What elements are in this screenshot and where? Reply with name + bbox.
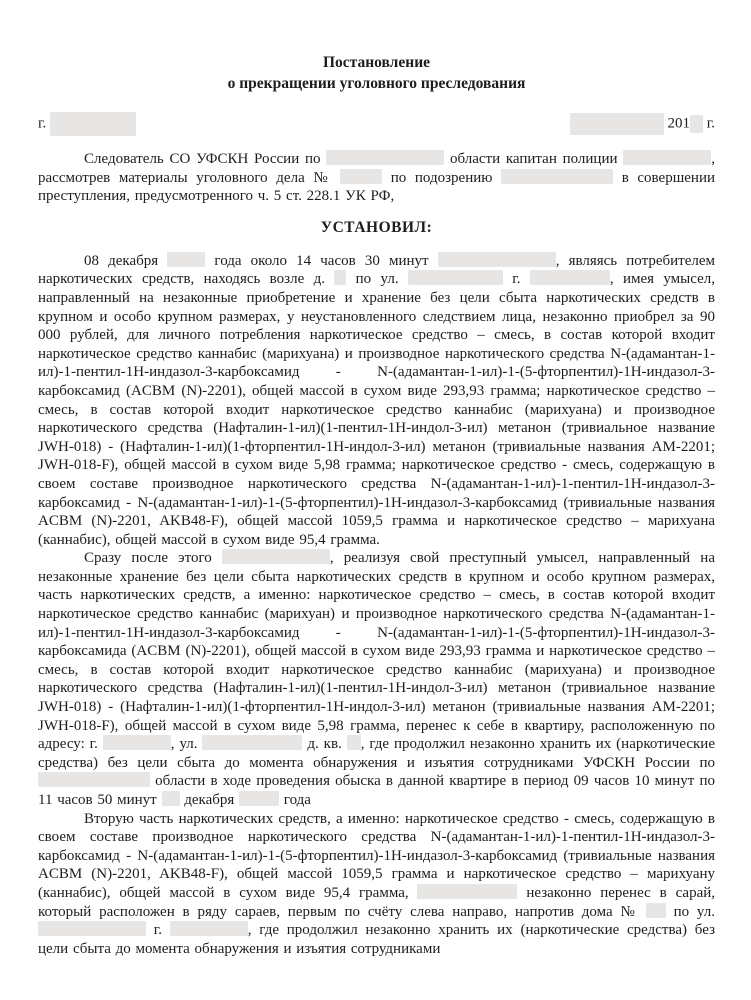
established-heading: УСТАНОВИЛ:: [320, 218, 433, 236]
redaction-box: [103, 735, 171, 750]
redaction-box: [340, 169, 382, 184]
redaction-box: [50, 112, 136, 136]
redaction-box: [326, 150, 444, 165]
redaction-box: [646, 903, 666, 918]
document-title: [38, 52, 715, 94]
redaction-box: [623, 150, 711, 165]
redaction-box: [690, 115, 703, 133]
paragraph-facts-acquisition: 08 декабря года около 14 часов 30 минут , являясь потребителем наркотических средств, находясь возле д. по ул. г. , имея умысел, направленный на незаконные приобретение и хранение без цели сбыта наркотических средств в крупном и особо крупном размерах, у неустановленного следствием лица, незаконно приобрел за 90 000 рублей, для личного потребления наркотическое средство – смесь, в состав которой входит наркотическое средство каннабис (марихуана) и производное наркотического средства N-(адамантан-1-ил)-1-пентил-1Н-индазол-3-карбоксамид - N-(адамантан-1-ил)-1-(5-фторпентил)-1Н-индазол-3-карбоксамид (ACBM (N)-2201), общей массой в сухом виде 293,93 грамма; наркотическое средство – смесь, в состав которой входит наркотическое средство каннабис (марихуана) и производное наркотического средства (Нафталин-1-ил)(1-пентил-1Н-индол-3-ил) метанон (тривиальное название JWH-018) - (Нафталин-1-ил)(1-фторпентил-1Н-индол-3-ил) метанон (тривиальные названия AM-2201; JWH-018-F), общей массой в сухом виде 5,98 грамма; наркотическое средство - смесь, содержащую в своем составе производное наркотического средства N-(адамантан-1-ил)-1-пентил-1Н-индазол-3-карбоксамид - N-(адамантан-1-ил)-1-(5-фторпентил)-1Н-индазол-3-карбоксамид (тривиальные названия ACBM (N)-2201, AKB48-F), общей массой 1059,5 грамма и наркотическое средство – марихуана (каннабис), общей массой в сухом виде 95,4 грамма.: [38, 252, 715, 548]
redaction-box: [222, 549, 330, 564]
place-and-date-line: [38, 111, 715, 137]
title-line-2: о прекращении уголовного преследования: [227, 75, 526, 92]
place-field: г.: [38, 112, 136, 136]
redaction-box: [530, 270, 610, 285]
title-line-1: Постановление: [322, 54, 431, 71]
redaction-box: [570, 113, 664, 135]
date-field: 201 г.: [570, 113, 715, 135]
redaction-box: [334, 270, 346, 285]
redaction-box: [167, 252, 205, 267]
redaction-box: [162, 791, 180, 806]
redaction-box: [202, 735, 302, 750]
redaction-box: [417, 884, 517, 899]
redaction-box: [38, 772, 150, 787]
investigator-intro-paragraph: Следователь СО УФСКН России по области капитан полиции , рассмотрев материалы уголовного дела № по подозрению в совершении преступления, предусмотренного ч. 5 ст. 228.1 УК РФ,: [38, 151, 716, 205]
redaction-box: [239, 791, 279, 806]
redaction-box: [170, 921, 248, 936]
paragraph-facts-shed-storage: Вторую часть наркотических средств, а именно: наркотическое средство - смесь, содержащую в своем составе производное наркотического средства N-(адамантан-1-ил)-1-пентил-1Н-индазол-3-карбоксамид - N-(адамантан-1-ил)-1-(5-фторпентил)-1Н-индазол-3-карбоксамид (тривиальные названия ACBM (N)-2201, AKB48-F), общей массой 1059,5 грамма и наркотическое средство – марихуану (каннабис), общей массой в сухом виде 95,4 грамма, незаконно перенес в сарай, который расположен в ряду сараев, первым по счёту слева направо, напротив дома № по ул. г. , где продолжил незаконно хранить их (наркотические средства) без цели сбыта до момента обнаружения и изъятия сотрудниками: [38, 810, 716, 957]
redaction-box: [38, 921, 146, 936]
redaction-box: [438, 252, 556, 267]
redaction-box: [347, 735, 361, 750]
paragraph-facts-apartment-storage: Сразу после этого , реализуя свой преступный умысел, направленный на незаконные хранение без цели сбыта наркотических средств в крупном и особо крупном размерах, часть наркотических средств, а именно: наркотическое средство – смесь, в состав которой входит наркотическое средство каннабис (марихуан) и производное наркотического средства N-(адамантан-1-ил)-1-пентил-1Н-индазол-3-карбоксамид - N-(адамантан-1-ил)-1-(5-фторпентил)-1Н-индазол-3-карбоксамида (ACBM (N)-2201), общей массой в сухом виде 293,93 грамма и наркотическое средство – смесь, в состав которой входит наркотическое средство каннабис (марихуана) и производное наркотического средства (Нафталин-1-ил)(1-пентил-1Н-индол-3-ил) метанон (тривиальное название JWH-018) - (Нафталин-1-ил)(1-фторпентил-1Н-индол-3-ил) метанон (тривиальные названия AM-2201; JWH-018-F), общей массой в сухом виде 5,98 грамма, перенес к себе в квартиру, расположенную по адресу: г. , ул. д. кв. , где продолжил незаконно хранить их (наркотические средства) без цели сбыта до момента обнаружения и изъятия сотрудниками УФСКН России по области в ходе проведения обыска в данной квартире в период 09 часов 10 минут по 11 часов 50 минут декабря года: [38, 550, 715, 808]
redaction-box: [408, 270, 503, 285]
redaction-box: [501, 169, 613, 184]
